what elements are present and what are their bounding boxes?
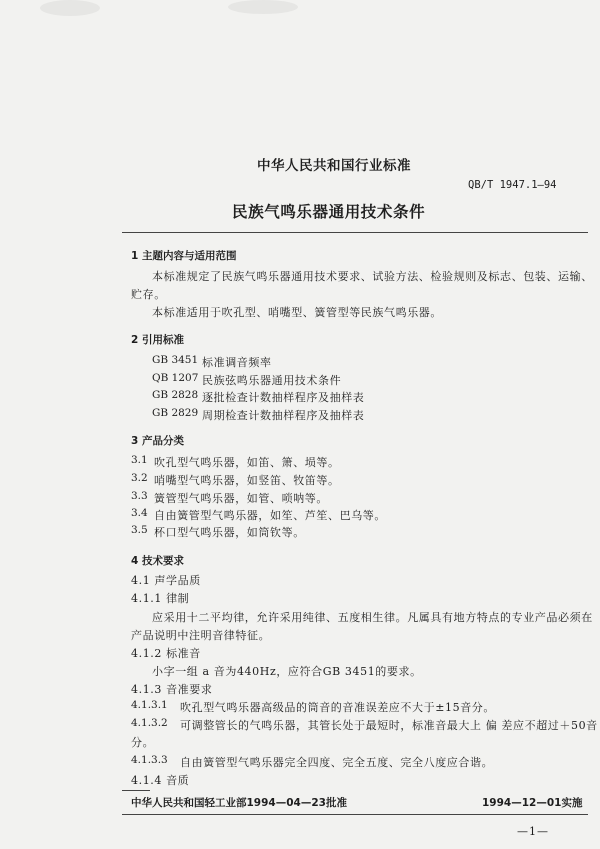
section-1-paragraph-1-line-2: 贮存。 bbox=[131, 288, 166, 301]
subsection-4-1-1-line-2: 产品说明中注明音律特征。 bbox=[131, 629, 271, 642]
section-1-paragraph-2: 本标准适用于吹孔型、哨嘴型、簧管型等民族气鸣乐器。 bbox=[152, 306, 442, 319]
footer-divider bbox=[122, 814, 588, 815]
subsection-4-1-1-heading: 4.1.1 律制 bbox=[131, 592, 190, 605]
reference-code: GB 3451 bbox=[152, 354, 199, 366]
clause-4-1-3-3-text: 自由簧管型气鸣乐器完全四度、完全五度、完全八度应合谐。 bbox=[180, 756, 494, 769]
approval-line: 中华人民共和国轻工业部1994—04—23批准 bbox=[131, 797, 347, 809]
standard-category: 中华人民共和国行业标准 bbox=[257, 158, 411, 174]
list-item-number: 3.2 bbox=[131, 472, 148, 484]
section-4-heading: 4 技术要求 bbox=[131, 555, 184, 567]
clause-number: 4.1.3.2 bbox=[131, 717, 168, 729]
list-item-text: 杯口型气鸣乐器，如筒钦等。 bbox=[154, 526, 305, 539]
list-item-number: 3.5 bbox=[131, 524, 148, 536]
subsection-4-1-2-text: 小字一组 a 音为440Hz，应符合GB 3451的要求。 bbox=[152, 665, 422, 678]
list-item-number: 3.1 bbox=[131, 454, 148, 466]
reference-title: 逐批检查计数抽样程序及抽样表 bbox=[202, 391, 365, 404]
standard-code: QB/T 1947.1—94 bbox=[468, 179, 557, 191]
clause-number: 4.1.3.3 bbox=[131, 754, 168, 766]
section-3-heading: 3 产品分类 bbox=[131, 435, 184, 447]
subsection-4-1-4-heading: 4.1.4 音质 bbox=[131, 774, 190, 787]
clause-4-1-3-1-text: 吹孔型气鸣乐器高级品的筒音的音准误差应不大于±15音分。 bbox=[180, 701, 496, 714]
reference-code: QB 1207 bbox=[152, 372, 199, 384]
list-item-number: 3.4 bbox=[131, 507, 148, 519]
section-1-paragraph-1-line-1: 本标准规定了民族气鸣乐器通用技术要求、试验方法、检验规则及标志、包装、运输、 bbox=[152, 270, 593, 283]
subsection-4-1-2-heading: 4.1.2 标准音 bbox=[131, 647, 201, 660]
reference-title: 民族弦鸣乐器通用技术条件 bbox=[202, 374, 342, 387]
reference-title: 标准调音频率 bbox=[202, 356, 272, 369]
clause-4-1-3-2-text: 可调整管长的气鸣乐器，其管长处于最短时，标准音最大上 偏 差应不超过＋50音 bbox=[180, 719, 598, 732]
document-title: 民族气鸣乐器通用技术条件 bbox=[232, 203, 426, 221]
list-item-number: 3.3 bbox=[131, 490, 148, 502]
clause-4-1-3-2-continuation: 分。 bbox=[131, 736, 155, 749]
reference-title: 周期检查计数抽样程序及抽样表 bbox=[202, 409, 365, 422]
reference-code: GB 2828 bbox=[152, 389, 199, 401]
subsection-4-1-3-heading: 4.1.3 音准要求 bbox=[131, 683, 213, 696]
scan-stain bbox=[40, 0, 100, 16]
scan-stain bbox=[228, 0, 298, 14]
subsection-4-1-1-line-1: 应采用十二平均律，允许采用纯律、五度相生律。凡属具有地方特点的专业产品必须在 bbox=[152, 611, 593, 624]
section-1-heading: 1 主题内容与适用范围 bbox=[131, 250, 237, 262]
subsection-4-1-heading: 4.1 声学品质 bbox=[131, 574, 201, 587]
reference-code: GB 2829 bbox=[152, 407, 199, 419]
page-number: —1— bbox=[517, 825, 549, 838]
list-item-text: 哨嘴型气鸣乐器，如竖笛、牧笛等。 bbox=[154, 474, 340, 487]
title-divider bbox=[122, 232, 588, 233]
list-item-text: 簧管型气鸣乐器，如管、唢呐等。 bbox=[154, 492, 328, 505]
list-item-text: 吹孔型气鸣乐器，如笛、箫、埙等。 bbox=[154, 456, 340, 469]
footer-short-divider bbox=[122, 790, 150, 791]
implementation-date: 1994—12—01实施 bbox=[482, 797, 583, 809]
clause-number: 4.1.3.1 bbox=[131, 699, 168, 711]
list-item-text: 自由簧管型气鸣乐器，如笙、芦笙、巴乌等。 bbox=[154, 509, 386, 522]
section-2-heading: 2 引用标准 bbox=[131, 334, 184, 346]
